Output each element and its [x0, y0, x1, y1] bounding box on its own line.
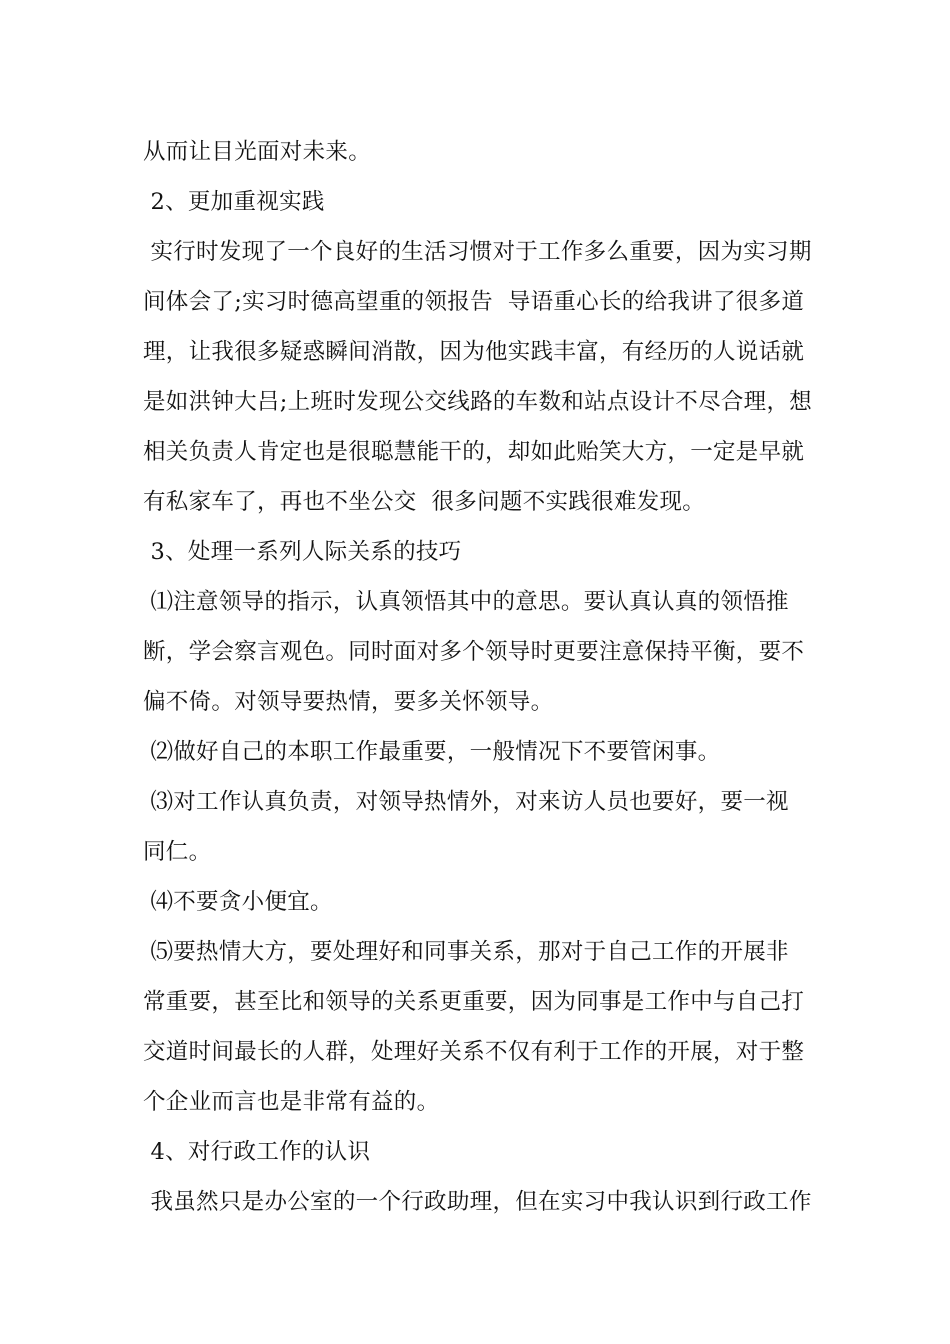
text-line: 间体会了;实习时德高望重的领报告 导语重心长的给我讲了很多道 — [143, 289, 805, 315]
text-line: 有私家车了，再也不坐公交 很多问题不实践很难发现。 — [143, 489, 706, 515]
text-line: ⑸要热情大方，要处理好和同事关系，那对于自己工作的开展非 — [143, 939, 789, 965]
section-heading: 2、更加重视实践 — [143, 189, 325, 215]
text-line: ⑴注意领导的指示，认真领悟其中的意思。要认真认真的领悟推 — [143, 589, 789, 615]
text-line: 常重要，甚至比和领导的关系更重要，因为同事是工作中与自己打 — [143, 989, 805, 1015]
text-line: 我虽然只是办公室的一个行政助理，但在实习中我认识到行政工作 — [143, 1189, 812, 1215]
text-line: 从而让目光面对未来。 — [143, 139, 372, 165]
text-line: 是如洪钟大吕;上班时发现公交线路的车数和站点设计不尽合理，想 — [143, 389, 813, 415]
text-line: 断，学会察言观色。同时面对多个领导时更要注意保持平衡，要不 — [143, 639, 805, 665]
text-line: 相关负责人肯定也是很聪慧能干的，却如此贻笑大方，一定是早就 — [143, 439, 805, 465]
section-heading: 3、处理一系列人际关系的技巧 — [143, 539, 462, 565]
text-line: 个企业而言也是非常有益的。 — [143, 1089, 440, 1115]
text-line: 理，让我很多疑惑瞬间消散，因为他实践丰富，有经历的人说话就 — [143, 339, 805, 365]
text-line: 实行时发现了一个良好的生活习惯对于工作多么重要，因为实习期 — [143, 239, 812, 265]
text-line: 偏不倚。对领导要热情，要多关怀领导。 — [143, 689, 554, 715]
text-line: 同仁。 — [143, 839, 212, 865]
text-line: 交道时间最长的人群，处理好关系不仅有利于工作的开展，对于整 — [143, 1039, 805, 1065]
text-line: ⑷不要贪小便宜。 — [143, 889, 333, 915]
section-heading: 4、对行政工作的认识 — [143, 1139, 371, 1165]
text-line: ⑵做好自己的本职工作最重要，一般情况下不要管闲事。 — [143, 739, 721, 765]
text-line: ⑶对工作认真负责，对领导热情外，对来访人员也要好，要一视 — [143, 789, 789, 815]
